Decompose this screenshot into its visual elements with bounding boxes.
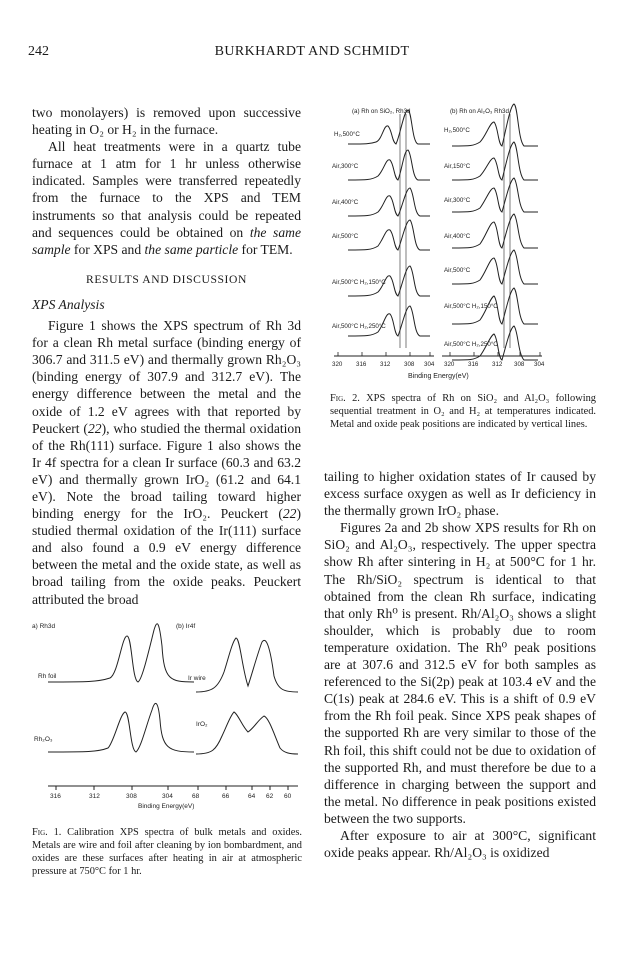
- iro2-spectrum: [196, 712, 298, 754]
- panel-b-label: (b) Rh on Al₂O₃ Rh3d: [450, 108, 509, 115]
- condition-label: Air,500°C: [444, 267, 471, 274]
- figure-1-plot: [26, 616, 302, 826]
- tick-label: 316: [468, 361, 479, 368]
- tick-label: 60: [284, 793, 292, 800]
- panel-a-label: a) Rh3d: [32, 623, 56, 630]
- spectrum-a1: [348, 110, 430, 144]
- tick-label: 304: [534, 361, 545, 368]
- condition-label: Air,300°C: [444, 197, 471, 204]
- subsection-title: XPS Analysis: [32, 296, 105, 312]
- tick-label: 312: [492, 361, 503, 368]
- spectrum-b3: [452, 178, 538, 212]
- rh2o3-label: Rh₂O₃: [34, 736, 53, 743]
- running-title: BURKHARDT AND SCHMIDT: [214, 44, 410, 59]
- tick-label: 304: [162, 793, 173, 800]
- tick-label: 316: [356, 361, 367, 368]
- figure-1: [26, 616, 302, 826]
- tick-label: 320: [332, 361, 343, 368]
- paragraph: Figures 2a and 2b show XPS results for Rh on SiO₂ and Al₂O₃, respectively. The upper spectra show Rh after sintering in H₂ at 500°C for 1 hr. The Rh/SiO₂ spectrum is identical to that obtained from the clean Rh surface, indicating that only Rh⁰ is present. Rh/Al₂O₃ shows a slight shoulder, which is probably due to room temperature oxidation. The Rh⁰ peak positions are at 307.6 and 312.5 eV for both samples as referenced to the Si(2p) peak at 103.4 eV and the C(1s) peak at 284.6 eV. This is a shift of 0.9 eV from the Rh foil peak. Since XPS peak shapes of the supported Rh are very similar to those of the Rh foil, this shift could not be due to oxidation of the supported Rh, and must therefore be due to a difference in charging between the support and the metal. No difference in peak positions existed between the two supports.: [324, 520, 596, 826]
- condition-label: Air,500°C H₂,250°C: [332, 323, 386, 330]
- iro2-label: IrO₂: [196, 721, 208, 728]
- tick-label: 308: [514, 361, 525, 368]
- paragraph: two monolayers) is removed upon successive heating in O₂ or H₂ in the furnace.: [32, 105, 301, 138]
- x-axis-label: Binding Energy(eV): [408, 373, 469, 380]
- condition-label: H₂,500°C: [444, 127, 470, 134]
- spectrum-a2: [348, 150, 430, 180]
- tick-label: 68: [192, 793, 200, 800]
- panel-a-label: (a) Rh on SiO₂, Rh3d: [352, 108, 411, 115]
- x-axis-label: Binding Energy(eV): [138, 803, 195, 810]
- spectrum-a4: [348, 220, 430, 250]
- tick-label: 304: [424, 361, 435, 368]
- right-column-text: [324, 468, 596, 861]
- paragraph: After exposure to air at 300°C, significant oxide peaks appear. Rh/Al₂O₃ is oxidized: [324, 827, 596, 861]
- page-header: [0, 44, 624, 66]
- figure-2-caption: Fig. 2. XPS spectra of Rh on SiO₂ and Al₂O₃ following sequential treatment in O₂ and H₂ at temperatures indicated. Metal and oxide peak positions are indicated by vertical lines.: [330, 393, 596, 430]
- figure-1-caption: Fig. 1. Calibration XPS spectra of bulk metals and oxides. Metals are wire and foil after cleaning by ion bombardment, and oxides are these surfaces after heating in air at atmospheric pressure at 750°C for 1 hr.: [32, 827, 302, 877]
- figure-2-plot: [326, 100, 596, 390]
- tick-label: 312: [89, 793, 100, 800]
- rh2o3-spectrum: [48, 703, 194, 752]
- condition-label: Air,500°C H₂,250°C: [444, 341, 498, 348]
- condition-label: H₂,500°C: [334, 131, 360, 138]
- paragraph: Figure 1 shows the XPS spectrum of Rh 3d for a clean Rh metal surface (binding energy of 306.7 and 311.5 eV) and thermally grown Rh₂O₃ (binding energy of 307.9 and 312.7 eV). The energy difference between the metal and the oxide of 1.2 eV agrees with that reported by Peuckert (22), who studied the thermal oxidation of the Rh(111) surface. Figure 1 also shows the Ir 4f spectra for a clean Ir surface (60.3 and 63.2 eV) and thermally grown IrO₂ (61.2 and 64.1 eV). Note the broad tailing toward higher binding energy for the IrO₂. Peuckert (22) studied thermal oxidation of the Ir(111) surface and also found a 0.9 eV energy difference between the metal and the oxide state, as well as broad tailing from the oxide peaks. Peuckert attributed the broad: [32, 318, 302, 607]
- peak-position-lines: [400, 114, 510, 348]
- rh-foil-label: Rh foil: [38, 673, 57, 680]
- left-column-text: [32, 104, 301, 608]
- tick-label: 316: [50, 793, 61, 800]
- page-number: 242: [28, 44, 49, 59]
- rh-foil-spectrum: [48, 624, 194, 682]
- condition-label: Air,400°C: [332, 199, 359, 206]
- tick-label: 66: [222, 793, 230, 800]
- panel-b-label: (b) Ir4f: [176, 623, 196, 630]
- condition-label: Air,400°C: [444, 233, 471, 240]
- tick-label: 320: [444, 361, 455, 368]
- spectrum-a6: [348, 306, 430, 336]
- condition-label: Air,500°C H₂,150°C: [332, 279, 386, 286]
- spectrum-b2: [452, 142, 538, 180]
- tick-label: 62: [266, 793, 274, 800]
- section-title: RESULTS AND DISCUSSION: [86, 272, 247, 286]
- tick-label: 308: [404, 361, 415, 368]
- condition-label: Air,300°C: [332, 163, 359, 170]
- tick-label: 64: [248, 793, 256, 800]
- tick-label: 312: [380, 361, 391, 368]
- condition-label: Air,500°C H₂,150°C: [444, 303, 498, 310]
- spectrum-b4: [452, 214, 538, 248]
- ir-wire-spectrum: [196, 638, 298, 692]
- ir-wire-label: Ir wire: [188, 675, 206, 682]
- tick-label: 308: [126, 793, 137, 800]
- figure-2: [326, 100, 596, 390]
- paragraph: All heat treatments were in a quartz tube furnace at 1 atm for 1 hr unless otherwise indicated. Samples were transferred repeatedly from the furnace to the XPS and TEM instruments so that analysis could be repeated and sequences could be obtained on the same sample for XPS and the same particle for TEM.: [32, 139, 301, 257]
- x-axis-ticks: [338, 352, 540, 356]
- spectrum-a3: [348, 188, 430, 216]
- condition-label: Air,150°C: [444, 163, 471, 170]
- condition-label: Air,500°C: [332, 233, 359, 240]
- paragraph: tailing to higher oxidation states of Ir caused by excess surface oxygen as well as Ir deficiency in the thermally grown IrO₂ phase.: [324, 469, 596, 519]
- x-axis-ticks: [56, 786, 288, 790]
